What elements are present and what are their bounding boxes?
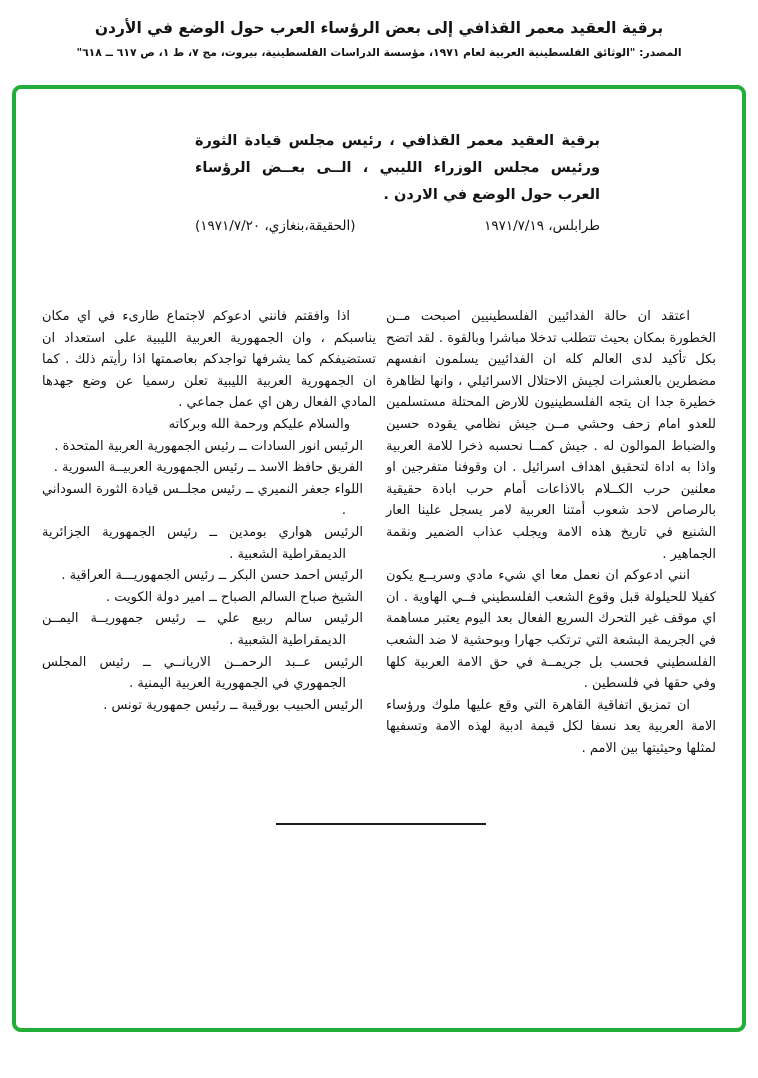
body-columns [42, 306, 716, 759]
body-paragraph: ان تمزيق اتفاقية القاهرة التي وقع عليها ملوك ورؤساء الامة العربية يعد نسفا لكل قيمة ادبية لهذه الامة وتسفيها لمثلها وحيثيتها بين الامم . [386, 697, 716, 756]
recipient-entry: اللواء جعفر النميري ــ رئيس مجلــس قيادة الثورة السوداني . [42, 481, 363, 519]
column-left [42, 306, 376, 759]
salutation-line: والسلام عليكم ورحمة الله وبركاته [168, 416, 350, 432]
source-citation: المصدر: "الوثائق الفلسطينية العربية لعام ١٩٧١، مؤسسة الدراسات الفلسطينية، بيروت، مج ٧، ط ١، ص ٦١٧ ــ ٦١٨" [76, 46, 682, 59]
recipient-entry: الفريق حافظ الاسد ــ رئيس الجمهورية العربيــة السورية . [53, 460, 363, 476]
recipient-entry: الرئيس عــبد الرحمــن الاريانــي ــ رئيس المجلس الجمهوري في الجمهورية العربية اليمنية . [42, 654, 363, 692]
body-paragraph: انني ادعوكم ان نعمل معا اي شيء مادي وسريــع يكون كفيلا للحيلولة قبل وقوع الشعب الفلسطيني فــي الهاوية . ان اي موقف غير التحرك السريع الفعال بعد اليوم يعتبر مساهمة في الجريمة البشعة التي ترتكب جهارا وبوحشية لا ضد الشعب الفلسطيني فحسب بل جريمــة في حق الامة العربية كلها وفي حقها في فلسطين . [386, 568, 716, 692]
dateline-publication: (الحقيقة،بنغازي، ١٩٧١/٧/٢٠) [195, 218, 356, 234]
recipient-entry: الشيخ صباح السالم الصباح ــ امير دولة الكويت . [106, 589, 363, 605]
column-right [386, 306, 716, 759]
telegram-heading [195, 128, 600, 209]
document-frame [12, 85, 746, 1032]
recipient-entry: الرئيس سالم ربيع علي ــ رئيس جمهوريــة اليمــن الديمقراطية الشعبية . [42, 611, 363, 648]
body-paragraph: اعتقد ان حالة الفدائيين الفلسطينيين اصبحت مــن الخطورة بمكان بحيث تتطلب تدخلا مباشرا وبالقوة . لقد اتضح بكل تأكيد لدى العالم كله ان الفدائيين يسلمون انفسهم مضطرين بالعشرات لجيش الاحتلال الاسرائيلي ، وانها لظاهرة خطيرة جدا ان يتجه الفلسطينيون للارض المحتلة مستسلمين للعدو امام زحف وحشي مــن جيش نظامي يقوده حسين والضباط الموالون له . جيش كمــا نحسبه ذخرا للامة العربية واذا به اداة لتحقيق اهداف اسرائيل . ان وقوفنا متفرجين او معلنين حرب الكــلام بالاذاعات أمام حرب ابادة حقيقية بالرصاص لاحد شعوب أمتنا العربية لامر يسجل علينا العار الشنيع في تاريخ هذه الامة ويجلب عذاب الضمير ونقمة الجماهير . [386, 309, 716, 562]
recipient-entry: الرئيس انور السادات ــ رئيس الجمهورية العربية المتحدة . [54, 438, 363, 454]
end-of-text-rule [276, 823, 486, 825]
heading-line: برقية العقيد معمر القذافي ، رئيس مجلس قيادة الثورة [195, 133, 600, 149]
recipient-entry: الرئيس هواري بومدين ــ رئيس الجمهورية الجزائرية الديمقراطية الشعبية . [42, 524, 363, 562]
recipient-entry: الرئيس احمد حسن البكر ــ رئيس الجمهوريـــة العراقية . [61, 568, 363, 584]
recipient-entry: الرئيس الحبيب بورقيبة ــ رئيس جمهورية تونس . [103, 697, 363, 713]
heading-line: العرب حول الوضع في الاردن . [383, 187, 600, 203]
dateline-place-date: طرابلس، ١٩٧١/٧/١٩ [484, 218, 600, 234]
body-paragraph: اذا وافقتم فانني ادعوكم لاجتماع طارىء في اي مكان يناسبكم ، وان الجمهورية العربية الليبية على استعداد ان تستضيفكم كما يشرفها تواجدكم بعاصمتها اذا رأيتم ذلك . كما ان الجمهورية العربية الليبية تعلن رسميا عن وضع جهدها المادي الفعال رهن اي عمل جماعي . [42, 309, 376, 411]
heading-line: ورئيس مجلس الوزراء الليبي ، الــى بعــض الرؤساء [195, 160, 600, 176]
dateline [195, 218, 600, 234]
page-title: برقية العقيد معمر القذافي إلى بعض الرؤساء العرب حول الوضع في الأردن [94, 19, 664, 37]
